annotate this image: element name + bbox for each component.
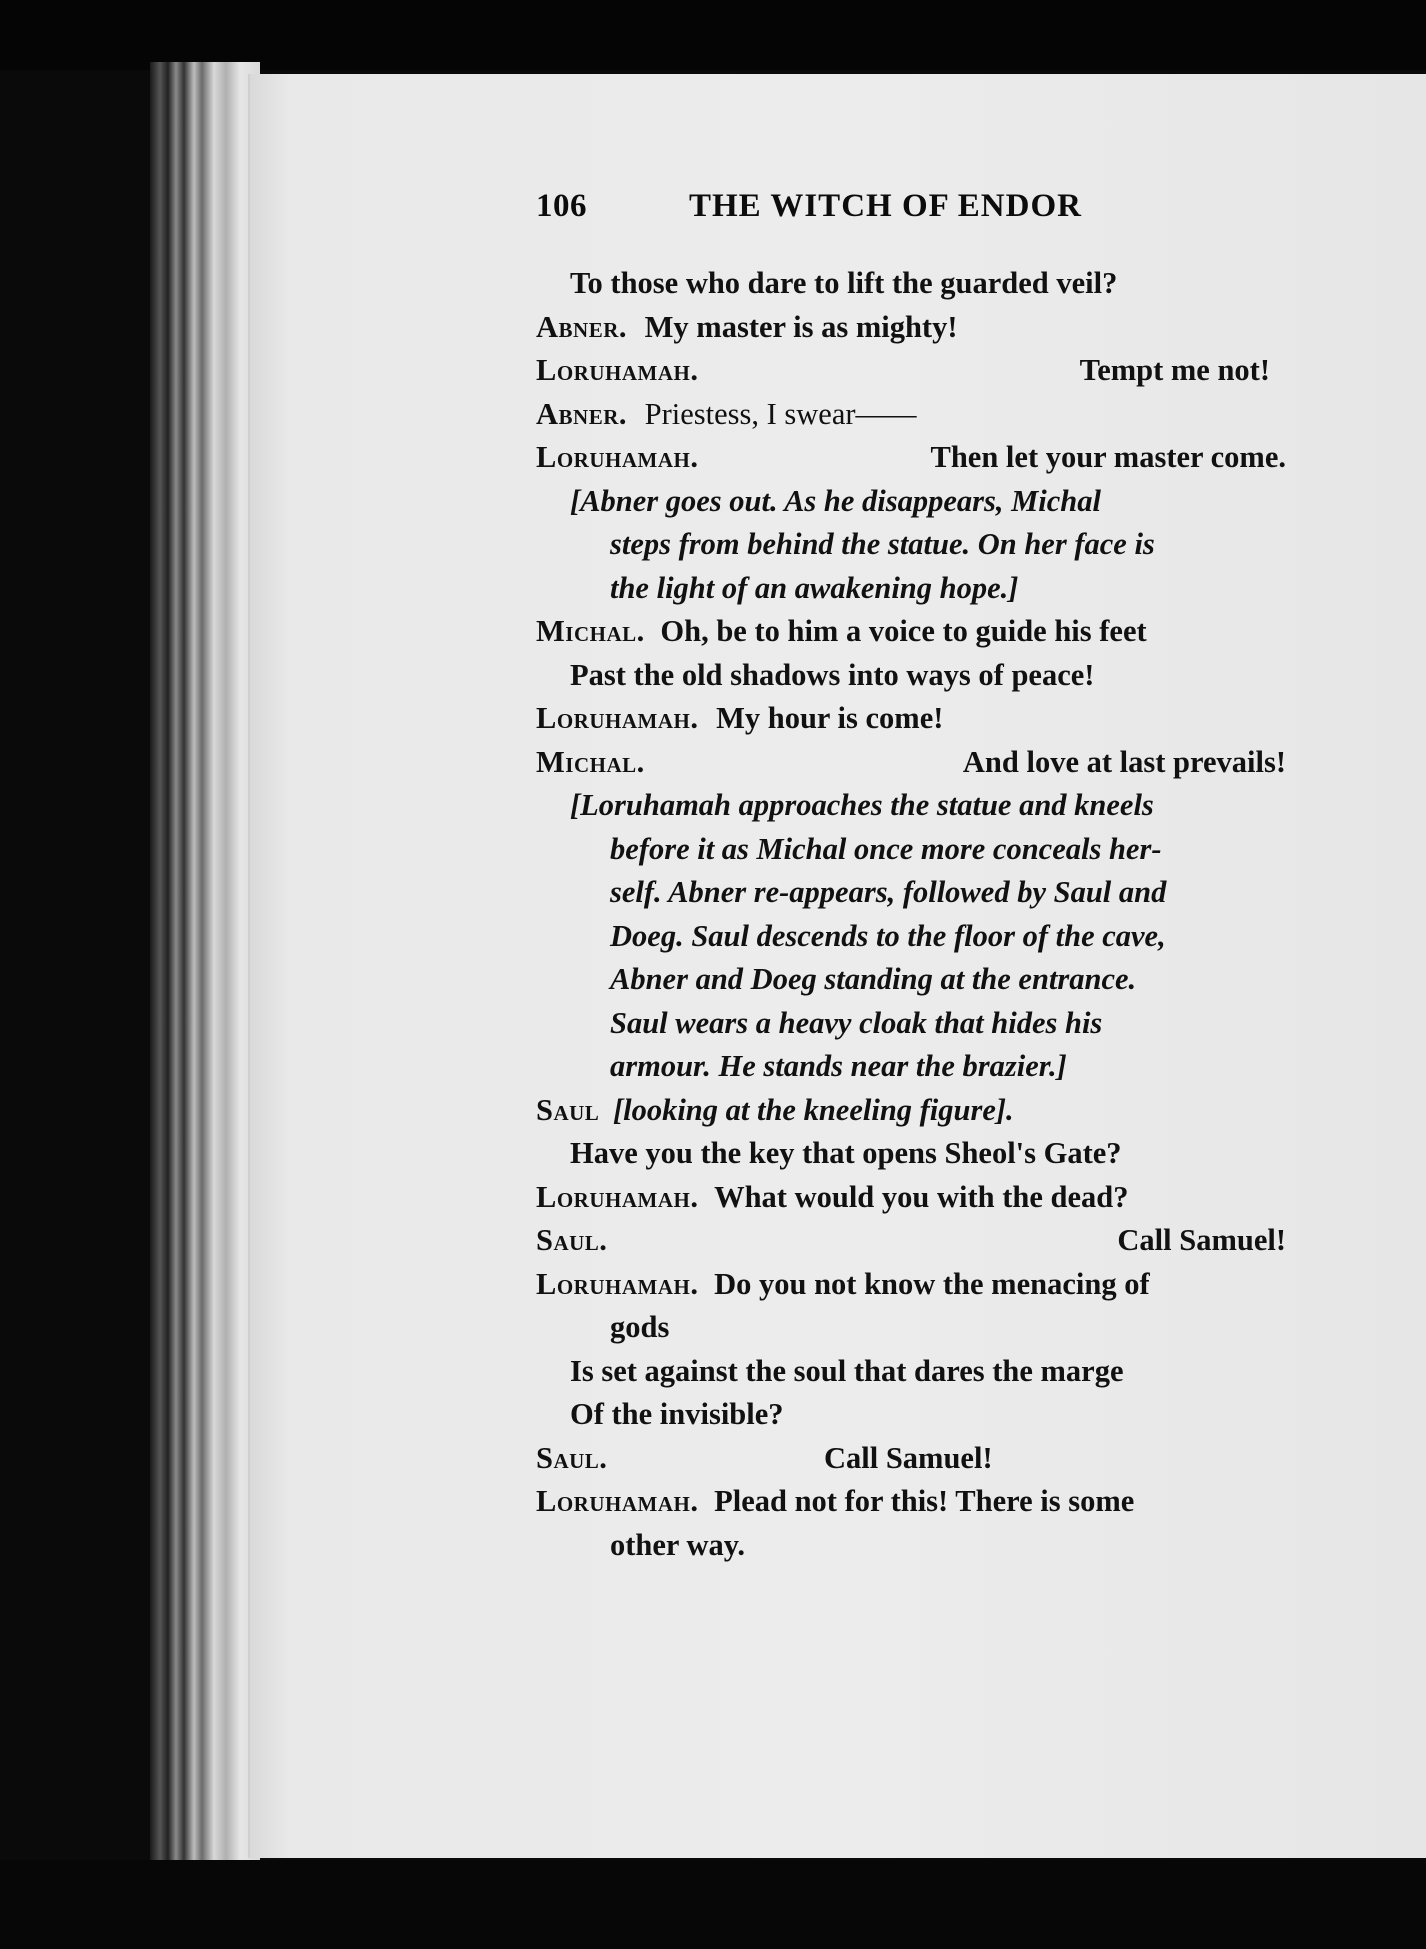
line-text: My master is as mighty! [644,309,958,344]
line-text: My hour is come! [716,701,944,735]
line-text: And love at last prevails! [962,744,1286,779]
speaker-name: Loruhamah. [536,1266,699,1301]
verse-line [536,1393,1286,1437]
speaker-name: Saul. [536,1440,608,1475]
speaker-name: Loruhamah. [536,440,699,474]
verse-line [536,1132,1286,1176]
line-text: Priestess, I swear—— [644,396,917,431]
book-title: THE WITCH OF ENDOR [689,188,1082,224]
line-text: Have you the key that opens Sheol's Gate? [570,1136,1122,1170]
dialogue-line [536,349,1286,393]
speaker-name: Saul [536,1092,600,1127]
speaker-name: Loruhamah. [536,1484,699,1518]
line-text: Past the old shadows into ways of peace! [570,657,1095,692]
verse-line [536,262,1286,306]
line-text: Saul wears a heavy cloak that hides his [610,1005,1103,1040]
line-text: To those who dare to lift the guarded veil? [570,266,1118,300]
verse-line [536,1350,1286,1394]
stage-direction-line [536,915,1286,959]
line-text: gods [610,1310,670,1344]
line-text: Oh, be to him a voice to guide his feet [660,614,1147,648]
line-text: [Abner goes out. As he disappears, Michal [570,483,1101,518]
verse-line [536,1306,1286,1350]
dialogue-line [536,1176,1286,1220]
running-header [536,188,1296,238]
stage-direction: [looking at the kneeling figure]. [612,1092,1014,1127]
speaker-name: Loruhamah. [536,1179,699,1214]
line-text: Of the invisible? [570,1397,784,1431]
speaker-name: Abner. [536,396,627,431]
line-text: armour. He stands near the brazier.] [610,1049,1067,1083]
speaker-name: Michal. [536,614,645,648]
line-text: the light of an awakening hope.] [610,570,1019,605]
speaker-name: Loruhamah. [536,353,699,387]
dialogue-line [536,1219,1286,1263]
book-page-edges [150,62,260,1862]
dialogue-line [536,1437,1286,1481]
dialogue-line [536,610,1286,654]
speaker-name: Abner. [536,309,627,344]
dialogue-line [536,393,1286,437]
stage-direction-line [536,523,1286,567]
speaker-name: Michal. [536,744,645,779]
stage-direction-line [536,567,1286,611]
dialogue-line [536,697,1286,741]
dialogue-line [536,436,1286,480]
scan-bottom-border [0,1860,1426,1949]
line-text: Call Samuel! [824,1440,993,1475]
line-text: Call Samuel! [1117,1223,1286,1257]
speaker-name: Saul. [536,1223,608,1257]
stage-direction-line [536,871,1286,915]
stage-direction-line [536,958,1286,1002]
dialogue-line [536,1263,1286,1307]
line-text: Abner and Doeg standing at the entrance. [610,962,1137,996]
line-text: [Loruhamah approaches the statue and kneels [570,788,1154,822]
dialogue-line [536,306,1286,350]
page-number: 106 [536,188,587,224]
line-text: Is set against the soul that dares the marge [570,1353,1124,1388]
stage-direction-line [536,828,1286,872]
line-text: Then let your master come. [930,440,1286,474]
dialogue-line [536,1480,1286,1524]
line-text: Tempt me not! [1079,353,1270,387]
verse-line [536,1524,1286,1568]
stage-direction-line [536,1002,1286,1046]
stage-direction-line [536,1045,1286,1089]
line-text: What would you with the dead? [714,1179,1129,1214]
line-text: Plead not for this! There is some [714,1484,1135,1518]
speaker-name: Loruhamah. [536,701,699,735]
stage-direction-line [536,784,1286,828]
verse-line [536,654,1286,698]
stage-direction-line [536,480,1286,524]
page-text [536,262,1286,1567]
line-text: steps from behind the statue. On her face is [610,527,1155,561]
line-text: Do you not know the menacing of [714,1266,1150,1301]
line-text: other way. [610,1527,745,1562]
line-text: self. Abner re-appears, followed by Saul and [610,875,1167,909]
dialogue-line [536,741,1286,785]
dialogue-line [536,1089,1286,1133]
line-text: Doeg. Saul descends to the floor of the cave, [610,918,1166,953]
scan-top-border [0,0,1426,70]
line-text: before it as Michal once more conceals her- [610,831,1162,866]
